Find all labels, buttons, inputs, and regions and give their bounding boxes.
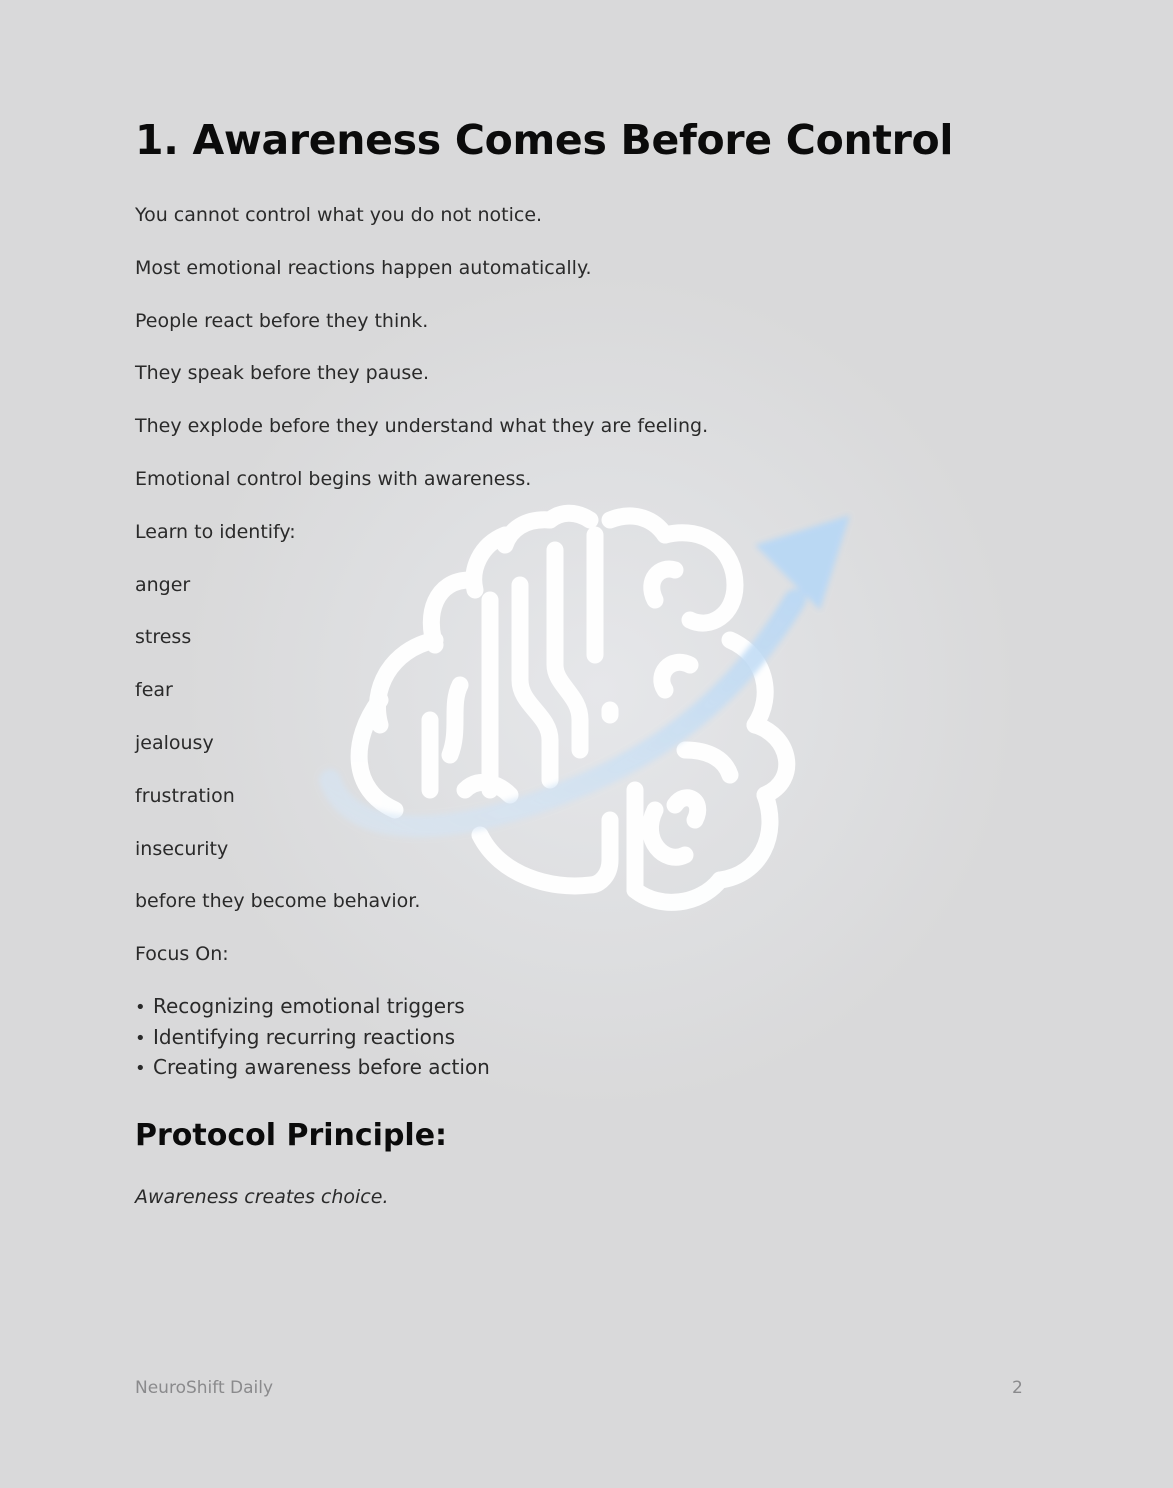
principle-text: Awareness creates choice. [135, 1186, 389, 1208]
focus-item-text: Recognizing emotional triggers [153, 994, 465, 1018]
emotion-item: jealousy [135, 731, 214, 754]
emotion-item: insecurity [135, 837, 229, 860]
focus-heading: Focus On: [135, 943, 229, 966]
bullet-icon: • [135, 997, 146, 1018]
paragraph: You cannot control what you do not notice. [135, 204, 543, 226]
emotion-item: anger [135, 573, 191, 596]
paragraph: Emotional control begins with awareness. [135, 467, 532, 490]
bullet-icon: • [135, 1027, 146, 1049]
bullet-icon: • [135, 1058, 146, 1079]
body-paragraphs [135, 201, 708, 993]
paragraph: They explode before they understand what they are feeling. [135, 415, 709, 438]
paragraph: People react before they think. [135, 309, 429, 332]
paragraph: before they become behavior. [135, 890, 421, 913]
focus-list-item [135, 1053, 490, 1084]
paragraph: Learn to identify: [135, 520, 296, 543]
footer-brand: NeuroShift Daily [135, 1378, 274, 1398]
paragraph: They speak before they pause. [135, 362, 429, 385]
emotion-item: frustration [135, 784, 235, 807]
page-number: 2 [1012, 1378, 1023, 1398]
emotion-item: stress [135, 626, 192, 649]
focus-list-item [135, 992, 490, 1023]
principle-heading: Protocol Principle: [135, 1118, 448, 1153]
focus-list [135, 992, 490, 1084]
paragraph: Most emotional reactions happen automatically. [135, 256, 592, 279]
emotion-item: fear [135, 679, 173, 702]
focus-list-item [135, 1023, 490, 1054]
focus-item-text: Creating awareness before action [153, 1055, 490, 1079]
focus-item-text: Identifying recurring reactions [153, 1024, 455, 1049]
page-title: 1. Awareness Comes Before Control [135, 116, 954, 164]
